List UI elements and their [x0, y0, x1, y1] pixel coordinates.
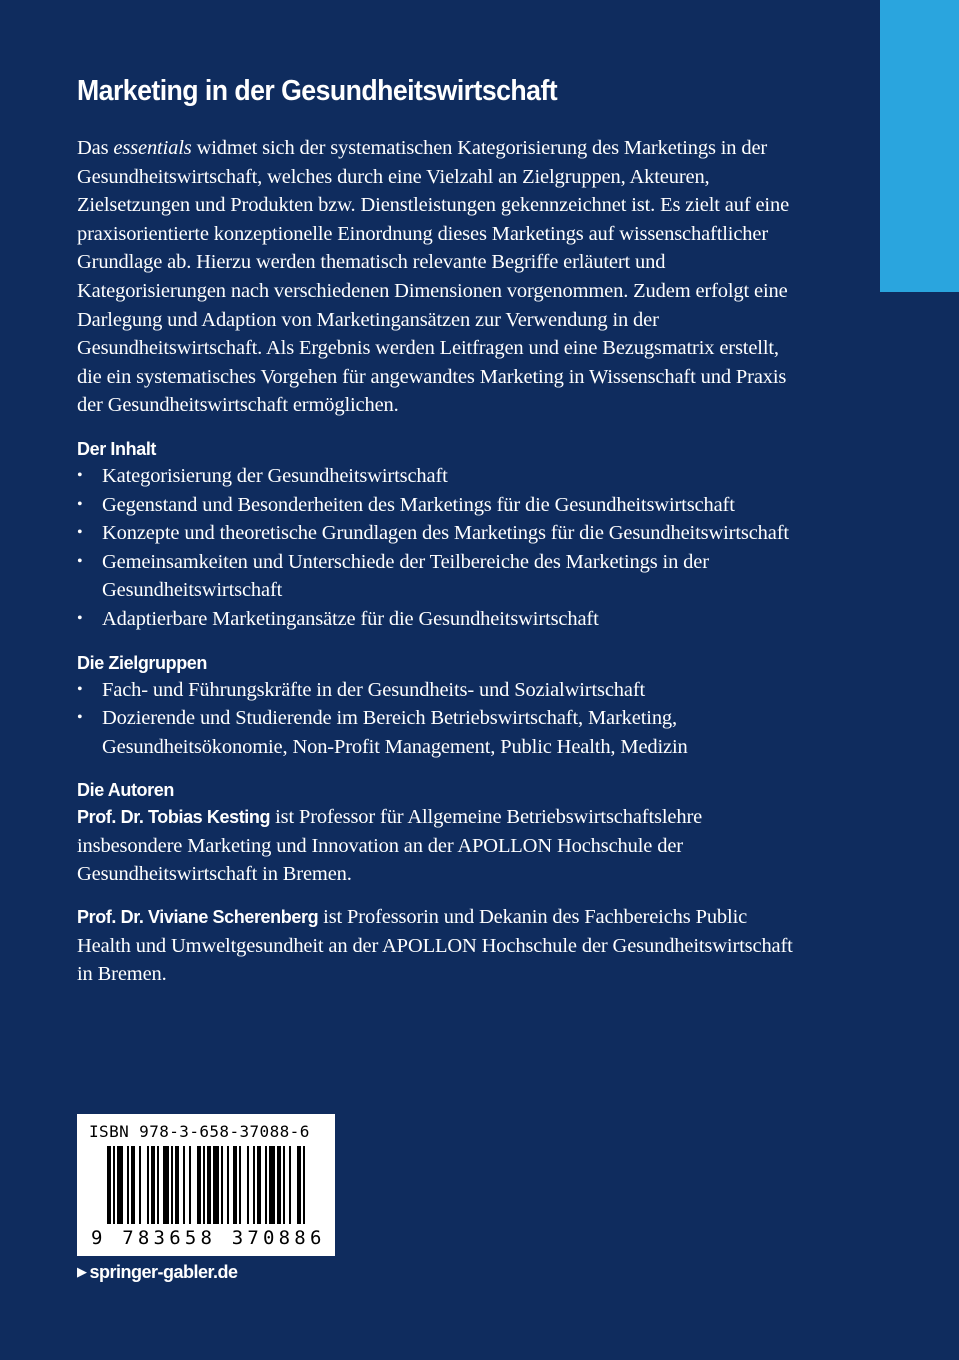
description-italic: essentials [113, 137, 192, 159]
author-name: Prof. Dr. Tobias Kesting [77, 807, 271, 828]
website-text: springer-gabler.de [89, 1262, 238, 1282]
description-body: widmet sich der systematischen Kategorisierung des Marketings in der Gesundheitswirtschaft, welches durch eine Vielzahl an Zielgruppen, Akteuren, Zielsetzungen und Produkten bzw. Dienstleistungen gekennzeichnet ist. Es zielt auf eine praxisorientierte konzeptionelle Einordnung dieses Marketings auf wissenschaftlicher Grundlage ab. Hierzu werden thematisch relevante Begriffe erläutert und Kategorisierungen nach verschiedenen Dimensionen vorgenommen. Zudem erfolgt eine Darlegung und Adaption von Marketingansätzen zur Verwendung in der Gesundheitswirtschaft. Als Ergebnis werden Leitfragen und eine Bezugsmatrix erstellt, die ein systematisches Vorgehen für angewandtes Marketing in Wissenschaft und Praxis der Gesundheitswirtschaft ermöglichen. [77, 137, 790, 417]
list-item: • Dozierende und Studierende im Bereich Betriebswirtschaft, Marketing, Gesundheitsökonomie, Non-Profit Management, Public Health, Medizin [77, 704, 797, 761]
zielgruppen-heading: Die Zielgruppen [77, 652, 208, 673]
isbn-digits: 9 783658 370886 [91, 1227, 326, 1249]
play-arrow-icon: ▶ [77, 1264, 87, 1279]
author-bio: ist Professor für Allgemeine Betriebswirtschaftslehre insbesondere Marketing und Innovation an der APOLLON Hochschule der Gesundheitswirtschaft in Bremen. [77, 806, 703, 886]
list-item: • Kategorisierung der Gesundheitswirtschaft [77, 462, 797, 491]
zielgruppen-list [77, 676, 797, 762]
isbn-label: ISBN 978-3-658-37088-6 [89, 1122, 310, 1141]
list-item: • Konzepte und theoretische Grundlagen des Marketings für die Gesundheitswirtschaft [77, 519, 797, 548]
back-cover-content [77, 72, 797, 989]
author-name: Prof. Dr. Viviane Scherenberg [77, 907, 319, 928]
author-bio-scherenberg [77, 903, 797, 989]
list-item: • Adaptierbare Marketingansätze für die Gesundheitswirtschaft [77, 605, 797, 634]
website-link[interactable] [77, 1262, 238, 1283]
description-prefix: Das [77, 137, 114, 159]
author-bio-kesting [77, 803, 797, 889]
isbn-barcode [77, 1114, 335, 1256]
barcode-icon [77, 1146, 335, 1228]
list-item: • Fach- und Führungskräfte in der Gesundheits- und Sozialwirtschaft [77, 676, 797, 705]
list-item: • Gemeinsamkeiten und Unterschiede der Teilbereiche des Marketings in der Gesundheitswirtschaft [77, 548, 797, 605]
list-item: • Gegenstand und Besonderheiten des Marketings für die Gesundheitswirtschaft [77, 491, 797, 520]
inhalt-list [77, 462, 797, 634]
autoren-heading: Die Autoren [77, 780, 174, 801]
accent-bar [880, 0, 959, 292]
author-bio: ist Professorin und Dekanin des Fachbereichs Public Health und Umweltgesundheit an der APOLLON Hochschule der Gesundheitswirtschaft in Bremen. [77, 906, 793, 986]
description [77, 134, 797, 420]
inhalt-heading: Der Inhalt [77, 438, 157, 459]
book-title: Marketing in der Gesundheitswirtschaft [77, 75, 558, 107]
